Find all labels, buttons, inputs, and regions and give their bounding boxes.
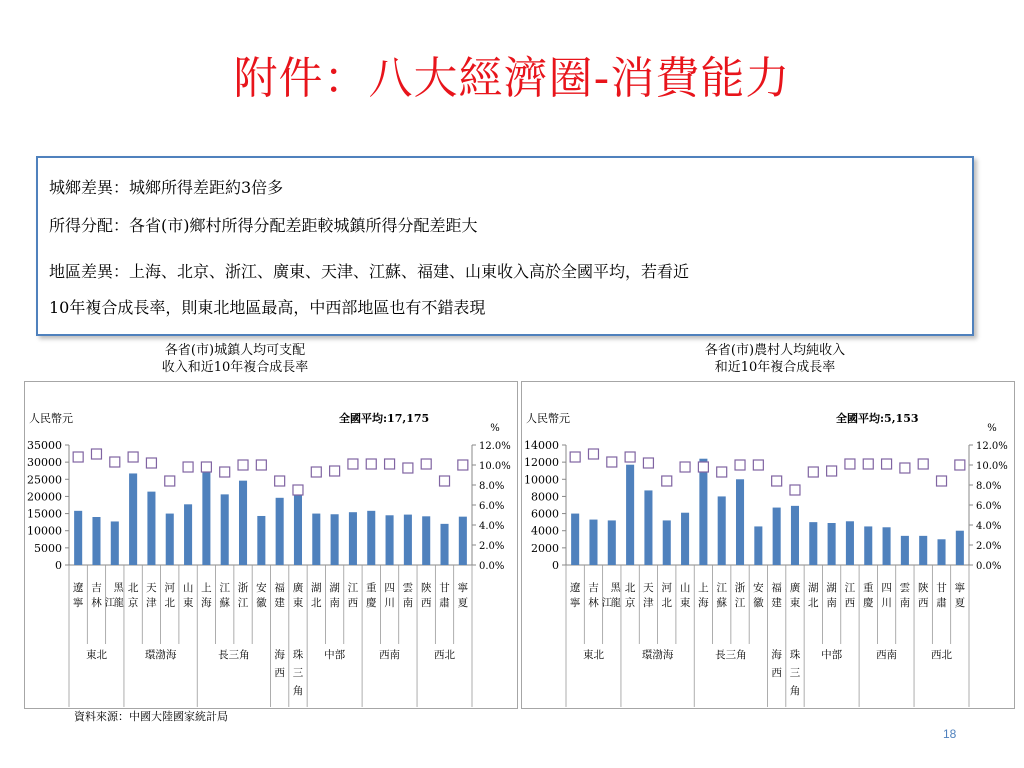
category-label-江西-0: 江 [347,582,359,594]
growth-marker-江西 [348,459,358,469]
category-label-吉林-0: 吉 [91,582,102,594]
growth-marker-江蘇 [220,467,230,477]
category-label-四川-0: 四 [881,582,892,594]
summary-box [36,156,974,336]
left-axis-unit: 人民幣元 [29,412,73,425]
category-label-重慶-0: 重 [863,582,874,594]
bar-四川 [883,527,891,565]
bar-安徽 [257,516,265,565]
y2-tick-label: 0.0% [479,561,505,572]
category-label-河北-0: 河 [164,582,175,594]
category-label-黑龍江-2: 江 [601,598,612,609]
group-label-長三角: 長三角 [715,649,747,661]
growth-marker-遼寧 [570,452,580,462]
group-label-西北: 西北 [931,649,953,661]
category-label-上海-0: 上 [201,582,212,594]
category-label-寧夏-0: 寧 [457,582,469,594]
y-tick-label: 30000 [27,456,62,470]
category-label-廣東-1: 東 [789,597,801,609]
category-label-湖南-1: 南 [826,597,837,609]
group-label-海西-0: 海 [771,649,782,661]
category-label-重慶-0: 重 [366,582,377,594]
bar-甘肅 [440,524,448,565]
y-tick-label: 2000 [531,541,559,555]
y-tick-label: 0 [552,559,559,572]
group-label-中部: 中部 [821,649,843,661]
growth-marker-江西 [845,459,855,469]
category-label-天津-1: 津 [146,597,157,609]
category-label-四川-1: 川 [881,597,892,609]
group-label-環渤海: 環渤海 [641,649,674,661]
bar-江西 [846,521,854,565]
bar-黑龍江 [608,520,616,565]
urban-chart-title-line1: 各省(市)城鎮人均可支配 [164,343,306,358]
group-label-珠三角-0: 珠 [789,649,801,661]
category-label-陝西-0: 陝 [917,582,929,594]
category-label-湖南-0: 湖 [826,582,837,594]
growth-marker-江蘇 [717,467,727,477]
growth-marker-河北 [662,476,672,486]
bar-天津 [147,492,155,565]
y-tick-label: 8000 [531,490,559,504]
y-tick-label: 20000 [27,490,62,504]
y2-tick-label: 2.0% [479,541,505,552]
group-label-西南: 西南 [379,649,401,661]
growth-marker-安徽 [256,460,266,470]
rural-income-chart [521,381,1015,709]
category-label-福建-0: 福 [771,582,782,594]
category-label-陝西-1: 西 [420,597,432,609]
bar-重慶 [864,526,872,565]
y-tick-label: 6000 [531,507,559,521]
category-label-浙江-1: 江 [734,597,746,609]
growth-marker-山東 [183,462,193,472]
category-label-四川-1: 川 [384,597,395,609]
growth-marker-寧夏 [955,460,965,470]
bar-北京 [129,473,137,565]
group-label-環渤海: 環渤海 [144,649,177,661]
urban-income-chart-svg [25,382,517,708]
bar-上海 [699,459,707,565]
data-source: 資料來源：中國大陸國家統計局 [74,710,228,723]
category-label-浙江-1: 江 [237,597,249,609]
y-tick-label: 14000 [524,439,559,452]
bar-寧夏 [956,531,964,565]
y2-tick-label: 10.0% [976,461,1008,472]
category-label-廣東-0: 廣 [789,582,801,594]
category-label-寧夏-1: 夏 [954,597,966,609]
category-label-天津-0: 天 [643,582,654,594]
bar-上海 [202,466,210,565]
category-label-江蘇-0: 江 [716,582,727,594]
note-urban-rural: 城鄉差異：城鄉所得差距約3倍多 [49,178,284,197]
category-label-甘肅-1: 肅 [439,597,450,609]
growth-marker-北京 [128,452,138,462]
group-label-東北: 東北 [582,649,604,661]
category-label-上海-1: 海 [698,597,709,609]
category-label-甘肅-0: 甘 [439,582,450,594]
category-label-安徽-1: 徽 [753,597,764,609]
category-label-黑龍江-1: 龍 [113,598,124,609]
bar-四川 [386,515,394,565]
y-tick-label: 5000 [34,541,62,555]
category-label-重慶-1: 慶 [863,597,874,609]
category-label-安徽-0: 安 [256,582,267,594]
bar-甘肅 [937,539,945,565]
group-label-海西-1: 西 [274,667,285,679]
growth-marker-重慶 [863,459,873,469]
growth-marker-四川 [882,459,892,469]
bar-湖南 [828,523,836,565]
bar-湖南 [331,514,339,565]
category-label-上海-1: 海 [201,597,212,609]
category-label-湖北-0: 湖 [808,582,819,594]
category-label-陝西-1: 西 [917,597,929,609]
bar-江蘇 [718,496,726,565]
growth-marker-上海 [201,462,211,472]
y2-tick-label: 8.0% [479,481,505,492]
category-label-黑龍江-1: 龍 [610,598,621,609]
rural-chart-title-line2: 和近10年複合成長率 [714,360,836,375]
growth-marker-寧夏 [458,460,468,470]
right-axis-unit: % [490,423,500,434]
growth-marker-廣東 [790,485,800,495]
rural-chart-title-line1: 各省(市)農村人均純收入 [704,343,846,358]
category-label-山東-1: 東 [679,597,691,609]
category-label-江蘇-1: 蘇 [219,597,230,609]
growth-marker-浙江 [735,460,745,470]
growth-marker-北京 [625,452,635,462]
group-label-東北: 東北 [85,649,107,661]
category-label-陝西-0: 陝 [420,582,432,594]
y-tick-label: 0 [55,559,62,572]
category-label-吉林-0: 吉 [588,582,599,594]
bar-天津 [644,490,652,565]
y2-tick-label: 4.0% [479,521,505,532]
growth-marker-雲南 [403,463,413,473]
category-label-湖北-1: 北 [808,597,819,609]
urban-income-chart [24,381,518,709]
bar-江蘇 [221,494,229,565]
bar-山東 [184,504,192,565]
category-label-福建-1: 建 [771,597,782,609]
category-label-雲南-1: 南 [402,597,414,609]
growth-marker-甘肅 [937,476,947,486]
category-label-湖南-0: 湖 [329,582,340,594]
growth-marker-黑龍江 [110,457,120,467]
category-label-雲南-0: 雲 [402,582,414,594]
group-label-西北: 西北 [434,649,456,661]
y2-tick-label: 2.0% [976,541,1002,552]
bar-吉林 [92,517,100,565]
growth-marker-陝西 [918,459,928,469]
growth-marker-陝西 [421,459,431,469]
y-tick-label: 12000 [524,456,559,470]
growth-marker-山東 [680,462,690,472]
national-average-label: 全國平均:17,175 [339,412,430,425]
category-label-河北-0: 河 [661,582,672,594]
category-label-安徽-0: 安 [753,582,764,594]
y-tick-label: 4000 [531,524,559,538]
group-label-海西-1: 西 [771,667,782,679]
y2-tick-label: 8.0% [976,481,1002,492]
category-label-湖北-1: 北 [311,597,322,609]
bar-浙江 [736,479,744,565]
growth-marker-吉林 [588,449,598,459]
category-label-山東-1: 東 [182,597,194,609]
category-label-北京-1: 京 [624,597,636,609]
bar-福建 [276,498,284,565]
growth-marker-四川 [385,459,395,469]
bar-福建 [773,508,781,565]
group-label-珠三角-1: 三 [292,667,304,679]
bar-陝西 [422,516,430,565]
category-label-上海-0: 上 [698,582,709,594]
category-label-甘肅-0: 甘 [936,582,947,594]
growth-marker-湖北 [311,467,321,477]
category-label-福建-1: 建 [274,597,285,609]
category-label-河北-1: 北 [164,597,175,609]
bar-陝西 [919,536,927,565]
category-label-湖南-1: 南 [329,597,340,609]
category-label-重慶-1: 慶 [366,597,377,609]
growth-marker-湖北 [808,467,818,477]
urban-chart-title-line2: 收入和近10年複合成長率 [161,360,309,375]
growth-marker-安徽 [753,460,763,470]
category-label-寧夏-0: 寧 [954,582,966,594]
category-label-遼寧-1: 寧 [72,597,84,609]
group-label-中部: 中部 [324,649,346,661]
y2-tick-label: 4.0% [976,521,1002,532]
group-label-珠三角-2: 角 [789,685,801,697]
category-label-黑龍江-0: 黑 [610,583,621,594]
category-label-山東-0: 山 [182,582,194,594]
growth-marker-吉林 [91,449,101,459]
growth-marker-上海 [698,462,708,472]
bar-安徽 [754,526,762,565]
bar-遼寧 [571,514,579,565]
group-label-海西-0: 海 [274,649,285,661]
bar-雲南 [901,536,909,565]
category-label-遼寧-1: 寧 [569,597,581,609]
category-label-北京-0: 北 [127,582,139,594]
category-label-福建-0: 福 [274,582,285,594]
category-label-浙江-0: 浙 [237,582,249,594]
category-label-遼寧-0: 遼 [569,582,581,594]
rural-chart-title [670,342,880,376]
y2-tick-label: 10.0% [479,461,511,472]
group-label-珠三角-0: 珠 [292,649,304,661]
category-label-黑龍江-0: 黑 [113,583,124,594]
bar-北京 [626,465,634,565]
y2-tick-label: 12.0% [976,441,1008,452]
y-tick-label: 35000 [27,439,62,452]
category-label-北京-1: 京 [127,597,139,609]
growth-marker-天津 [643,458,653,468]
y-tick-label: 10000 [27,524,62,538]
bar-廣東 [791,506,799,565]
bar-黑龍江 [111,521,119,565]
note-growth-rate: 10年複合成長率，則東北地區最高，中西部地區也有不錯表現 [49,298,486,317]
growth-marker-雲南 [900,463,910,473]
bar-雲南 [404,515,412,565]
category-label-廣東-1: 東 [292,597,304,609]
bar-重慶 [367,511,375,565]
group-label-珠三角-1: 三 [789,667,801,679]
y2-tick-label: 6.0% [976,501,1002,512]
group-label-西南: 西南 [876,649,898,661]
category-label-河北-1: 北 [661,597,672,609]
growth-marker-重慶 [366,459,376,469]
national-average-label: 全國平均:5,153 [836,412,919,425]
group-label-長三角: 長三角 [218,649,250,661]
category-label-北京-0: 北 [624,582,636,594]
growth-marker-甘肅 [440,476,450,486]
right-axis-unit: % [987,423,997,434]
category-label-浙江-0: 浙 [734,582,746,594]
page-number: 18 [943,727,957,741]
growth-marker-福建 [275,476,285,486]
category-label-廣東-0: 廣 [292,582,304,594]
growth-marker-遼寧 [73,452,83,462]
category-label-山東-0: 山 [679,582,691,594]
left-axis-unit: 人民幣元 [526,412,570,425]
y-tick-label: 25000 [27,473,62,487]
bar-吉林 [589,520,597,565]
category-label-江西-0: 江 [844,582,856,594]
group-label-珠三角-2: 角 [292,685,304,697]
category-label-天津-0: 天 [146,582,157,594]
category-label-雲南-0: 雲 [899,582,911,594]
growth-marker-河北 [165,476,175,486]
category-label-甘肅-1: 肅 [936,597,947,609]
growth-marker-天津 [146,458,156,468]
note-income-distribution: 所得分配：各省(市)鄉村所得分配差距較城鎮所得分配差距大 [49,216,478,235]
category-label-遼寧-0: 遼 [72,582,84,594]
bar-湖北 [809,522,817,565]
category-label-黑龍江-2: 江 [104,598,115,609]
growth-marker-黑龍江 [607,457,617,467]
category-label-江西-1: 西 [844,597,856,609]
y2-tick-label: 0.0% [976,561,1002,572]
rural-income-chart-svg [522,382,1014,708]
category-label-安徽-1: 徽 [256,597,267,609]
bar-河北 [166,514,174,565]
category-label-吉林-1: 林 [588,597,599,609]
y-tick-label: 10000 [524,473,559,487]
urban-chart-title [140,342,330,376]
category-label-江西-1: 西 [347,597,359,609]
y-tick-label: 15000 [27,507,62,521]
bar-湖北 [312,514,320,565]
slide-title: 附件：八大經濟圈-消費能力 [233,53,791,104]
y2-tick-label: 6.0% [479,501,505,512]
bar-河北 [663,520,671,565]
category-label-四川-0: 四 [384,582,395,594]
category-label-湖北-0: 湖 [311,582,322,594]
bar-山東 [681,513,689,565]
growth-marker-浙江 [238,460,248,470]
bar-廣東 [294,492,302,565]
growth-marker-湖南 [330,466,340,476]
bar-寧夏 [459,517,467,565]
category-label-寧夏-1: 夏 [457,597,469,609]
bar-江西 [349,512,357,565]
growth-marker-福建 [772,476,782,486]
bar-遼寧 [74,511,82,565]
category-label-江蘇-1: 蘇 [716,597,727,609]
category-label-雲南-1: 南 [899,597,911,609]
growth-marker-湖南 [827,466,837,476]
growth-marker-廣東 [293,485,303,495]
note-regional-difference: 地區差異：上海、北京、浙江、廣東、天津、江蘇、福建、山東收入高於全國平均，若看近 [49,262,690,281]
category-label-江蘇-0: 江 [219,582,230,594]
category-label-天津-1: 津 [643,597,654,609]
y2-tick-label: 12.0% [479,441,511,452]
category-label-吉林-1: 林 [91,597,102,609]
bar-浙江 [239,481,247,565]
